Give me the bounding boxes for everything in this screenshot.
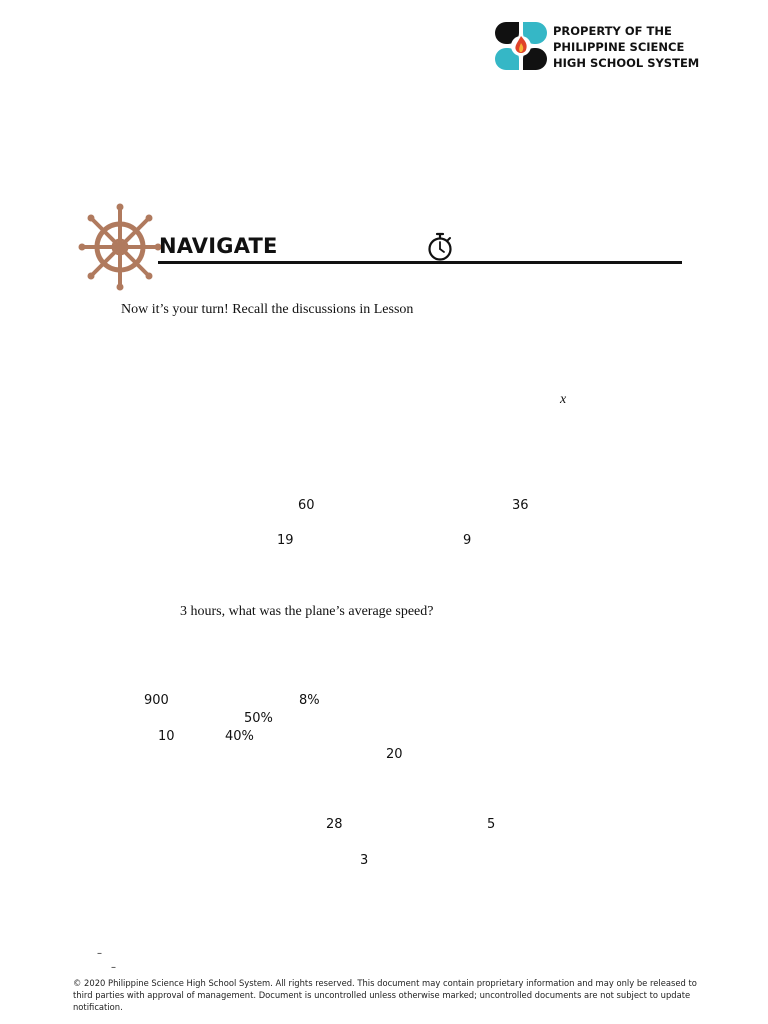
pshs-logo-icon — [495, 22, 547, 70]
section-rule — [158, 261, 682, 264]
number-10: 10 — [158, 729, 175, 744]
logo-line-3: HIGH SCHOOL SYSTEM — [553, 56, 700, 70]
number-36: 36 — [512, 498, 529, 513]
plane-question: 3 hours, what was the plane’s average speed? — [180, 604, 434, 619]
logo-line-1: PROPERTY OF THE — [553, 24, 672, 38]
number-9: 9 — [463, 533, 472, 548]
stopwatch-icon — [426, 232, 454, 262]
number-3: 3 — [360, 853, 369, 868]
number-900: 900 — [144, 693, 169, 708]
percent-40: 40% — [225, 729, 254, 744]
number-19: 19 — [277, 533, 294, 548]
intro-text: Now it’s your turn! Recall the discussions in Lesson — [121, 302, 414, 317]
number-28: 28 — [326, 817, 343, 832]
logo-line-2: PHILIPPINE SCIENCE — [553, 40, 685, 54]
number-60: 60 — [298, 498, 315, 513]
percent-8: 8% — [299, 693, 320, 708]
section-title: NAVIGATE — [159, 234, 278, 258]
footer-dash-2: – — [111, 962, 116, 973]
number-20: 20 — [386, 747, 403, 762]
variable-x: x — [560, 392, 567, 407]
footer-copyright: © 2020 Philippine Science High School System. All rights reserved. This document may contain proprietary information and may only be released to third parties with approval of management. Document is uncontrolled unless otherwise marked; uncontrolled documents are not subject to update notification. — [73, 978, 697, 1012]
ship-wheel-icon — [78, 203, 162, 291]
percent-50: 50% — [244, 711, 273, 726]
logo-text — [553, 23, 723, 71]
footer-dash-1: – — [97, 948, 102, 959]
number-5: 5 — [487, 817, 496, 832]
